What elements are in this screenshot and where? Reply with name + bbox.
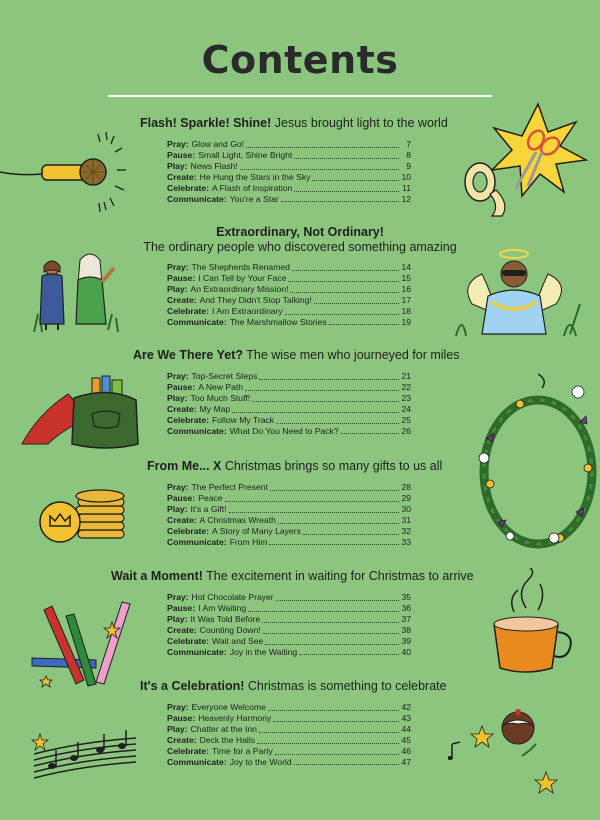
coins-icon — [36, 484, 136, 548]
item-text: Time for a Party — [212, 745, 273, 756]
dot-leader — [252, 401, 399, 402]
section-title-subtitle: Christmas is something to celebrate — [247, 679, 447, 693]
section-items — [167, 262, 411, 327]
section-from-me — [147, 459, 442, 474]
item-text: And They Didn't Stop Talking! — [199, 294, 312, 305]
dot-leader — [259, 732, 399, 733]
list-item[interactable] — [167, 382, 411, 393]
dot-leader — [290, 292, 399, 293]
item-page: 21 — [401, 371, 411, 381]
list-item[interactable] — [167, 426, 411, 437]
section-title-bold: Extraordinary, Not Ordinary! — [216, 225, 384, 239]
item-page: 16 — [401, 283, 411, 294]
item-page: 9 — [406, 160, 411, 171]
section-extraordinary — [120, 225, 480, 255]
item-text: News Flash! — [190, 160, 238, 171]
item-page: 43 — [401, 712, 411, 723]
list-item[interactable] — [167, 746, 411, 757]
list-item[interactable] — [167, 702, 411, 713]
list-item[interactable] — [167, 757, 411, 768]
list-item[interactable] — [167, 371, 411, 382]
item-label: Communicate: — [167, 316, 227, 327]
item-text: The Perfect Present — [191, 482, 268, 492]
item-label: Pause: — [167, 149, 196, 160]
item-page: 22 — [401, 381, 411, 392]
list-item[interactable] — [167, 537, 411, 548]
item-page: 14 — [401, 262, 411, 272]
item-text: A Flash of Inspiration — [212, 182, 293, 193]
section-title-subtitle: The ordinary people who discovered something amazing — [143, 240, 457, 254]
list-item[interactable] — [167, 183, 411, 194]
item-label: Communicate: — [167, 193, 227, 204]
list-item[interactable] — [167, 724, 411, 735]
dot-leader — [263, 633, 399, 634]
item-page: 47 — [401, 756, 411, 767]
dot-leader — [245, 390, 399, 391]
item-page: 30 — [401, 503, 411, 514]
item-text: Deck the Halls — [199, 734, 256, 745]
list-item[interactable] — [167, 713, 411, 724]
section-title-bold: Flash! Sparkle! Shine! — [140, 116, 272, 130]
dot-leader — [273, 721, 399, 722]
item-label: Play: — [167, 160, 188, 171]
item-page: 44 — [401, 723, 411, 734]
dot-leader — [248, 611, 399, 612]
item-page: 37 — [401, 613, 411, 624]
section-title-subtitle: Jesus brought light to the world — [274, 116, 448, 130]
dot-leader — [341, 433, 399, 434]
item-label: Celebrate: — [167, 305, 210, 316]
section-title-subtitle: Christmas brings so many gifts to us all — [224, 459, 443, 473]
item-page: 10 — [401, 171, 411, 182]
item-page: 32 — [401, 525, 411, 536]
item-page: 7 — [406, 139, 411, 149]
item-label: Communicate: — [167, 425, 227, 436]
list-item[interactable] — [167, 317, 411, 328]
list-item[interactable] — [167, 295, 411, 306]
dot-leader — [262, 622, 399, 623]
list-item[interactable] — [167, 526, 411, 537]
item-text: A New Path — [198, 381, 244, 392]
item-label: Create: — [167, 294, 197, 305]
dot-leader — [257, 743, 399, 744]
list-item[interactable] — [167, 150, 411, 161]
item-label: Celebrate: — [167, 635, 210, 646]
item-text: Hot Chocolate Prayer — [191, 592, 274, 602]
title-divider — [108, 95, 492, 97]
item-text: He Hung the Stars in the Sky — [199, 171, 311, 182]
section-title-bold: From Me... X — [147, 459, 222, 473]
item-page: 17 — [401, 294, 411, 305]
item-page: 29 — [401, 492, 411, 503]
item-label: Pray: — [167, 592, 189, 602]
section-title-bold: Are We There Yet? — [133, 348, 243, 362]
list-item[interactable] — [167, 404, 411, 415]
item-label: Pause: — [167, 272, 196, 283]
item-label: Play: — [167, 392, 188, 403]
item-label: Create: — [167, 734, 197, 745]
item-label: Communicate: — [167, 646, 227, 657]
list-item[interactable] — [167, 493, 411, 504]
list-item[interactable] — [167, 284, 411, 295]
dot-leader — [275, 754, 399, 755]
list-item[interactable] — [167, 515, 411, 526]
item-text: The Marshmallow Stories — [229, 316, 327, 327]
list-item[interactable] — [167, 306, 411, 317]
dot-leader — [294, 764, 399, 765]
list-item[interactable] — [167, 262, 411, 273]
list-item[interactable] — [167, 161, 411, 172]
item-label: Play: — [167, 723, 188, 734]
item-label: Pray: — [167, 139, 189, 149]
dot-leader — [314, 303, 399, 304]
item-label: Create: — [167, 514, 197, 525]
angel-icon — [452, 244, 582, 340]
item-page: 25 — [401, 414, 411, 425]
list-item[interactable] — [167, 647, 411, 658]
dot-leader — [246, 147, 399, 148]
list-item[interactable] — [167, 139, 411, 150]
item-page: 45 — [401, 734, 411, 745]
dot-leader — [276, 600, 399, 601]
item-text: Chatter at the Inn — [190, 723, 257, 734]
tape-roll-icon — [460, 160, 520, 220]
item-text: Glow and Go! — [191, 139, 245, 149]
item-label: Play: — [167, 503, 188, 514]
list-item[interactable] — [167, 194, 411, 205]
dot-leader — [268, 710, 399, 711]
item-label: Create: — [167, 171, 197, 182]
dot-leader — [299, 654, 399, 655]
dot-leader — [278, 523, 399, 524]
item-text: Counting Down! — [199, 624, 261, 635]
section-title-bold: Wait a Moment! — [111, 569, 203, 583]
item-page: 46 — [401, 745, 411, 756]
item-text: Follow My Track — [212, 414, 275, 425]
item-page: 33 — [401, 536, 411, 547]
dot-leader — [285, 314, 399, 315]
item-label: Celebrate: — [167, 745, 210, 756]
item-label: Pray: — [167, 482, 189, 492]
item-text: Peace — [198, 492, 223, 503]
item-label: Pause: — [167, 712, 196, 723]
item-text: Joy to the World — [229, 756, 292, 767]
item-label: Communicate: — [167, 756, 227, 767]
section-title-subtitle: The excitement in waiting for Christmas to arrive — [206, 569, 474, 583]
dot-leader — [265, 644, 399, 645]
item-page: 39 — [401, 635, 411, 646]
dot-leader — [329, 324, 399, 325]
item-text: Wait and See — [212, 635, 264, 646]
section-title — [140, 679, 447, 694]
dot-leader — [229, 512, 399, 513]
section-items — [167, 702, 411, 767]
dot-leader — [281, 201, 399, 202]
dot-leader — [240, 169, 399, 170]
item-text: You're a Star — [229, 193, 279, 204]
item-label: Celebrate: — [167, 182, 210, 193]
section-items — [167, 592, 411, 657]
item-text: Heavenly Harmony — [198, 712, 272, 723]
section-title — [133, 348, 460, 363]
item-text: From Him — [229, 536, 268, 547]
hot-chocolate-icon — [486, 568, 576, 678]
item-text: Too Much Stuff! — [190, 392, 251, 403]
shepherds-icon — [28, 244, 128, 334]
item-text: It's a Gift! — [190, 503, 227, 514]
dot-leader — [312, 180, 399, 181]
item-text: My Map — [199, 403, 231, 414]
item-text: Everyone Welcome — [191, 702, 266, 712]
list-item[interactable] — [167, 735, 411, 746]
list-item[interactable] — [167, 614, 411, 625]
item-label: Communicate: — [167, 536, 227, 547]
item-page: 35 — [401, 592, 411, 602]
item-label: Celebrate: — [167, 525, 210, 536]
section-its-a-celebration — [140, 679, 447, 694]
section-title — [147, 459, 442, 474]
item-page: 40 — [401, 646, 411, 657]
item-label: Celebrate: — [167, 414, 210, 425]
item-text: I Am Extraordinary — [212, 305, 283, 316]
dot-leader — [288, 281, 399, 282]
pencils-icon — [26, 596, 136, 688]
item-text: It Was Told Before — [190, 613, 261, 624]
item-label: Create: — [167, 403, 197, 414]
microphone-icon — [0, 128, 130, 218]
section-are-we-there-yet — [133, 348, 460, 363]
section-title-subtitle: The wise men who journeyed for miles — [246, 348, 460, 362]
list-item[interactable] — [167, 636, 411, 647]
item-label: Pray: — [167, 262, 189, 272]
section-items — [167, 482, 411, 547]
dot-leader — [270, 490, 399, 491]
item-page: 15 — [401, 272, 411, 283]
dot-leader — [292, 270, 399, 271]
item-page: 28 — [401, 482, 411, 492]
list-item[interactable] — [167, 393, 411, 404]
list-item[interactable] — [167, 482, 411, 493]
item-text: I Can Tell by Your Face — [198, 272, 287, 283]
list-item[interactable] — [167, 625, 411, 636]
dot-leader — [269, 544, 399, 545]
section-title-bold: It's a Celebration! — [140, 679, 245, 693]
travel-bag-icon — [18, 374, 143, 452]
item-label: Play: — [167, 613, 188, 624]
item-page: 23 — [401, 392, 411, 403]
item-label: Pause: — [167, 492, 196, 503]
item-text: An Extraordinary Mission! — [190, 283, 289, 294]
list-item[interactable] — [167, 592, 411, 603]
item-label: Play: — [167, 283, 188, 294]
dot-leader — [276, 423, 399, 424]
item-text: Small Light, Shine Bright — [198, 149, 293, 160]
item-label: Pause: — [167, 602, 196, 613]
dot-leader — [294, 191, 399, 192]
list-item[interactable] — [167, 273, 411, 284]
item-page: 42 — [401, 702, 411, 712]
section-items — [167, 371, 411, 436]
item-text: What Do You Need to Pack? — [229, 425, 339, 436]
item-text: Joy in the Waiting — [229, 646, 298, 657]
item-page: 11 — [402, 182, 411, 193]
music-notes-icon — [30, 720, 142, 790]
list-item[interactable] — [167, 504, 411, 515]
dot-leader — [303, 534, 399, 535]
section-items — [167, 139, 411, 204]
item-page: 36 — [401, 602, 411, 613]
section-title — [140, 116, 448, 131]
item-page: 38 — [401, 624, 411, 635]
page-title: Contents — [201, 38, 399, 82]
item-page: 12 — [401, 193, 411, 204]
item-label: Pray: — [167, 702, 189, 712]
list-item[interactable] — [167, 172, 411, 183]
item-page: 19 — [401, 316, 411, 327]
item-text: A Christmas Wreath — [199, 514, 276, 525]
section-flash-sparkle-shine — [140, 116, 448, 131]
list-item[interactable] — [167, 603, 411, 614]
item-label: Pray: — [167, 371, 189, 381]
item-page: 8 — [406, 149, 411, 160]
item-page: 31 — [401, 514, 411, 525]
wreath-icon — [468, 372, 598, 556]
item-text: The Shepherds Renamed — [191, 262, 290, 272]
item-page: 26 — [401, 425, 411, 436]
item-page: 24 — [401, 403, 411, 414]
dot-leader — [294, 158, 399, 159]
dot-leader — [225, 501, 399, 502]
section-wait-a-moment — [111, 569, 474, 584]
item-label: Pause: — [167, 381, 196, 392]
item-text: Top-Secret Steps — [191, 371, 258, 381]
item-text: A Story of Many Layers — [212, 525, 301, 536]
list-item[interactable] — [167, 415, 411, 426]
item-label: Create: — [167, 624, 197, 635]
dot-leader — [232, 412, 399, 413]
christmas-pudding-icon — [448, 706, 568, 798]
item-page: 18 — [401, 305, 411, 316]
section-title — [111, 569, 474, 584]
item-text: I Am Waiting — [198, 602, 247, 613]
dot-leader — [259, 379, 399, 380]
